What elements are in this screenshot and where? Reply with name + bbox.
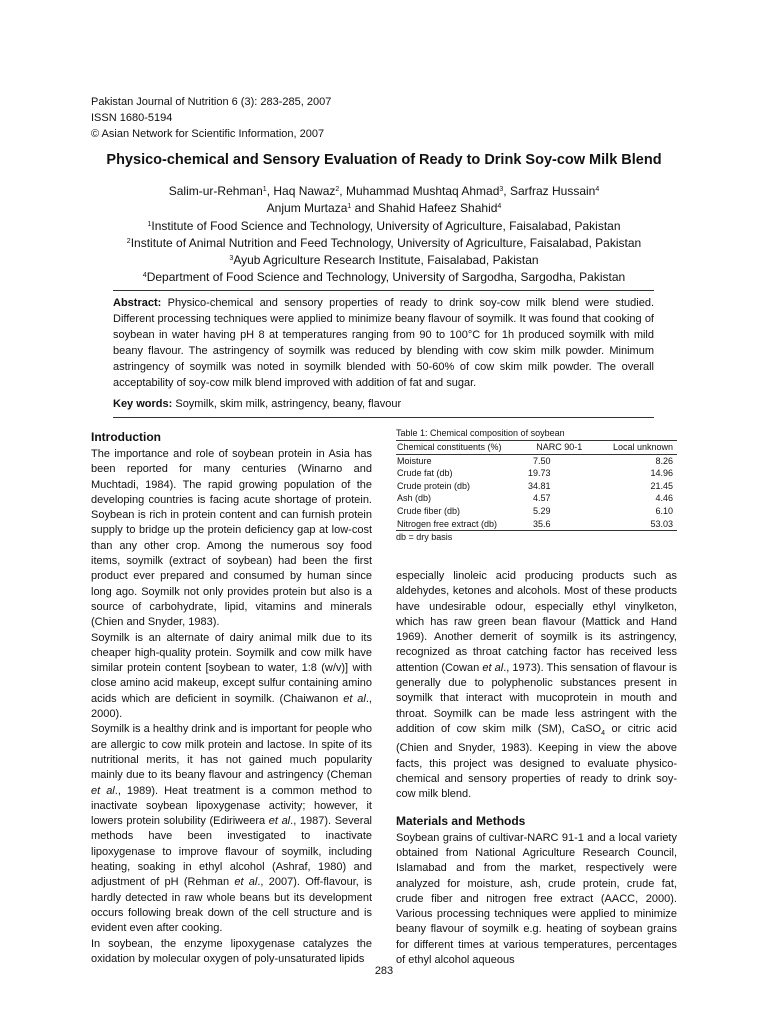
paper-title: Physico-chemical and Sensory Evaluation of Ready to Drink Soy-cow Milk Blend [106, 152, 662, 168]
author-line-1: Salim-ur-Rehman$^1$, Haq Nawaz$^2$, Muhammad Mushtaq Ahmad$^3$, Sarfraz Hussain$^4$ [168, 184, 600, 198]
keywords [113, 398, 654, 410]
abstract-text: Physico-chemical and sensory properties of ready to drink soy-cow milk blend were studied. Different processing techniques were applied to minimize beany flavour of soymilk. It was found that cooking of soybean in water having pH 8 at temperatures ranging from 90 to 100°C for 1h produced soymilk with mild beany flavour. The astringency of soymilk was reduced by blending with cow skim milk powder. Minimum astringency of soymilk was noted in soymilk blended with 50-60% of cow skim milk powder. The overall acceptability of soy-cow milk blend improved with addition of fat and sugar. [113, 297, 654, 389]
abstract [113, 295, 654, 391]
abstract-top-rule [113, 290, 654, 291]
abstract-bottom-rule [113, 417, 654, 418]
right-paragraph-1: especially linoleic acid producing products such as aldehydes, ketones and alcohols. Most of these products have undesirable odour, especially ethyl vinylketon, which has raw green bean flavour (Mattick and Hand 1969). Another demerit of soymilk is its astringency, recognized as throat catching factor has received less attention (Cowan et al., 1973). This sensation of flavour is generally due to polyphenolic substances present in soymilk that interact with mucoprotein in mouth and throat. Soymilk can be made less astringent with the addition of cow skim milk (SM), CaSO$_4$ or citric acid (Chien and Snyder, 1983). Keeping in view the above facts, this project was designed to evaluate physico-chemical and sensory properties of ready to drink soy-cow milk blend. [396, 570, 678, 801]
intro-paragraph-4: In soybean, the enzyme lipoxygenase catalyzes the oxidation by molecular oxygen of poly-unsaturated lipids [91, 937, 372, 965]
author-name: Haq Nawaz [273, 184, 336, 198]
affiliation: $^1$Institute of Food Science and Technology, University of Agriculture, Faisalabad, Pakistan [147, 218, 621, 233]
affiliation: $^4$Department of Food Science and Technology, University of Sargodha, Sargodha, Pakistan [142, 270, 626, 285]
intro-paragraph-2: Soymilk is an alternate of dairy animal milk due to its cheaper high-quality protein. Soymilk and cow milk have similar protein content [soybean to water, 1:8 (w/v)] with close amino acid makeup, except sulfur containing amino acids which are deficient in soymilk. (Chaiwanon et al., 2000). [91, 631, 372, 721]
table-row: Crude protein (db) 34.81 21.45 [397, 480, 673, 491]
author-name: Anjum Murtaza [266, 201, 348, 216]
table-row: Nitrogen free extract (db) 35.6 53.03 [396, 518, 677, 531]
right-column [396, 569, 677, 968]
left-column [91, 429, 372, 967]
table-header-row [396, 441, 677, 455]
author-block [0, 183, 768, 287]
table-row: Crude fiber (db) 5.29 6.10 [397, 505, 673, 516]
header-local: Local unknown [612, 442, 673, 452]
page-number: 283 [374, 965, 394, 977]
affiliation: $^3$Ayub Agriculture Research Institute, Faisalabad, Pakistan [229, 253, 539, 268]
keywords-text: Soymilk, skim milk, astringency, beany, flavour [172, 398, 402, 410]
header-narc: NARC 90-1 [536, 442, 583, 452]
keywords-label: Key words: [113, 398, 173, 410]
introduction-heading: Introduction [91, 430, 161, 444]
table-row: Ash (db) 4.57 4.46 [397, 493, 673, 504]
table-1 [396, 428, 677, 542]
abstract-label: Abstract: [113, 297, 162, 309]
table-footnote: db = dry basis [396, 532, 453, 543]
author-name: Shahid Hafeez Shahid [377, 201, 498, 216]
intro-paragraph-3: Soymilk is a healthy drink and is important for people who are allergic to cow milk protein and lactose. In spite of its nutritional merits, it has not gained much popularity mainly due to its beany flavour and astringency (Cheman et al., 1989). Heat treatment is a common method to inactivate soybean lipoxygenase activity; however, it lowers protein solubility (Ediriweera et al., 1987). Several methods have been investigated to inactivate lipoxygenase to improve flavour of soymilk, including heating, soaking in ethyl alcohol (Ashraf, 1980) and adjustment of pH (Rehman et al., 2007). Off-flavour, is hardly detected in raw whole beans but its development occurs following break down of the cell structure and is evident even after cooking. [91, 723, 373, 935]
author-name: Sarfraz Hussain [509, 184, 596, 198]
affiliation: $^2$Institute of Animal Nutrition and Feed Technology, University of Agriculture, Faisalabad, Pakistan [126, 235, 642, 250]
journal-issn: ISSN 1680-5194 [91, 112, 173, 124]
table-row: Crude fat (db) 19.73 14.96 [397, 468, 673, 479]
journal-citation: Pakistan Journal of Nutrition 6 (3): 283-285, 2007 [91, 96, 332, 108]
table-caption: Table 1: Chemical composition of soybean [396, 428, 565, 438]
header-chemical: Chemical constituents (%) [397, 442, 502, 452]
journal-copyright: © Asian Network for Scientific Information, 2007 [91, 128, 325, 140]
author-name: Muhammad Mushtaq Ahmad [345, 184, 500, 198]
author-name: Salim-ur-Rehman [168, 184, 263, 198]
intro-paragraph-1: The importance and role of soybean protein in Asia has been reported for many centuries (Winarno and Muchtadi, 1984). The rapid growing population of the developing countries is facing acute shortage of protein. Soybean is rich in protein content and can furnish protein supply to bridge up the protein deficiency gap at low-cost than any other crop. Among the numerous soy food items, soymilk (extract of soybean) had been the first product ever prepared and consumed by human since long ago. Soymilk not only provides protein but also is a source of carbohydrate, lipid, vitamins and minerals (Chien and Snyder, 1983). [91, 448, 372, 629]
materials-methods-paragraph: Soybean grains of cultivar-NARC 91-1 and a local variety obtained from National Agriculture Research Council, Islamabad and from the market, respectively were analyzed for moisture, ash, crude protein, crude fat, crude fiber and nitrogen free extract (AACC, 2000). Various processing techniques were applied to minimize beany flavour of soymilk e.g. heating of soybean grains for different times at various temperatures, percentages of ethyl alcohol aqueous [396, 831, 677, 967]
author-line-2: Anjum Murtaza$^1$ and Shahid Hafeez Shahid$^4$ [266, 201, 502, 216]
materials-methods-heading: Materials and Methods [396, 813, 526, 828]
table-row: Moisture 7.50 8.26 [397, 455, 673, 466]
journal-header [91, 94, 331, 142]
composition-table [396, 440, 677, 531]
